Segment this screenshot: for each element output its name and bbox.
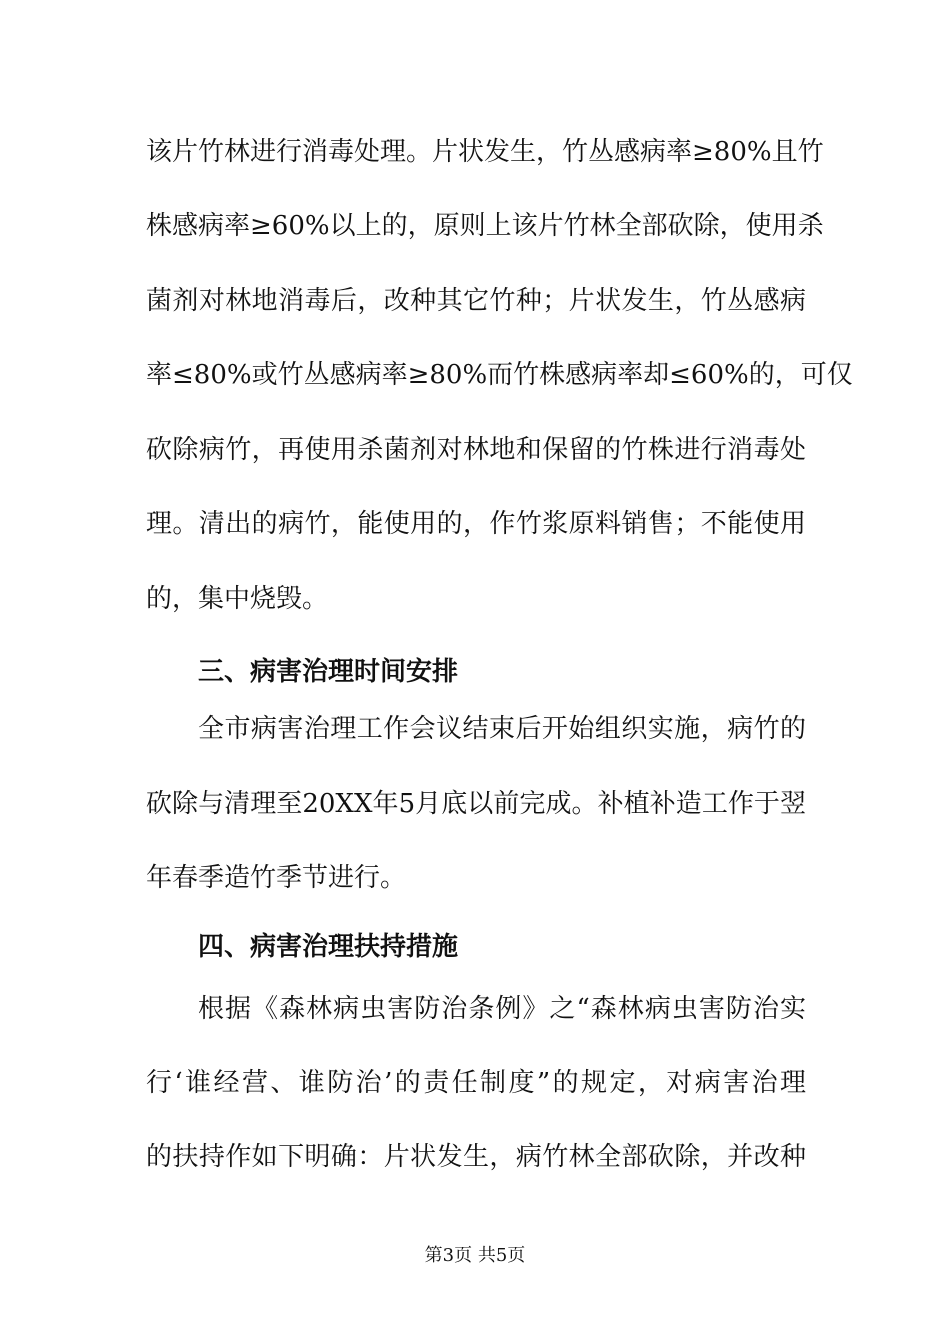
paragraph-line: 该片竹林进行消毒处理。片状发生，竹丛感病率≥80%且竹 — [146, 137, 824, 167]
paragraph-line: 砍除病竹，再使用杀菌剂对林地和保留的竹株进行消毒处 — [146, 435, 806, 465]
paragraph-line: 年春季造竹季节进行。 — [146, 863, 407, 893]
paragraph-line: 砍除与清理至20XX年5月底以前完成。补植补造工作于翌 — [146, 789, 806, 819]
paragraph-line: 率≤80%或竹丛感病率≥80%而竹株感病率却≤60%的，可仅 — [146, 360, 853, 390]
section-heading: 三、病害治理时间安排 — [198, 657, 459, 687]
paragraph-line: 理。清出的病竹，能使用的，作竹浆原料销售；不能使用 — [146, 509, 806, 539]
section-heading: 四、病害治理扶持措施 — [198, 932, 459, 962]
paragraph-line: 全市病害治理工作会议结束后开始组织实施，病竹的 — [198, 714, 806, 744]
page-number-footer: 第3页 共5页 — [424, 1245, 526, 1266]
paragraph-line: 的，集中烧毁。 — [146, 584, 329, 614]
paragraph-line: 株感病率≥60%以上的，原则上该片竹林全部砍除，使用杀 — [146, 211, 824, 241]
paragraph-line: 行‘谁经营、谁防治’的责任制度”的规定，对病害治理 — [146, 1068, 806, 1098]
paragraph-line: 菌剂对林地消毒后，改种其它竹种；片状发生，竹丛感病 — [146, 286, 806, 316]
paragraph-line: 的扶持作如下明确：片状发生，病竹林全部砍除，并改种 — [146, 1142, 806, 1172]
paragraph-line: 根据《森林病虫害防治条例》之“森林病虫害防治实 — [198, 994, 806, 1024]
